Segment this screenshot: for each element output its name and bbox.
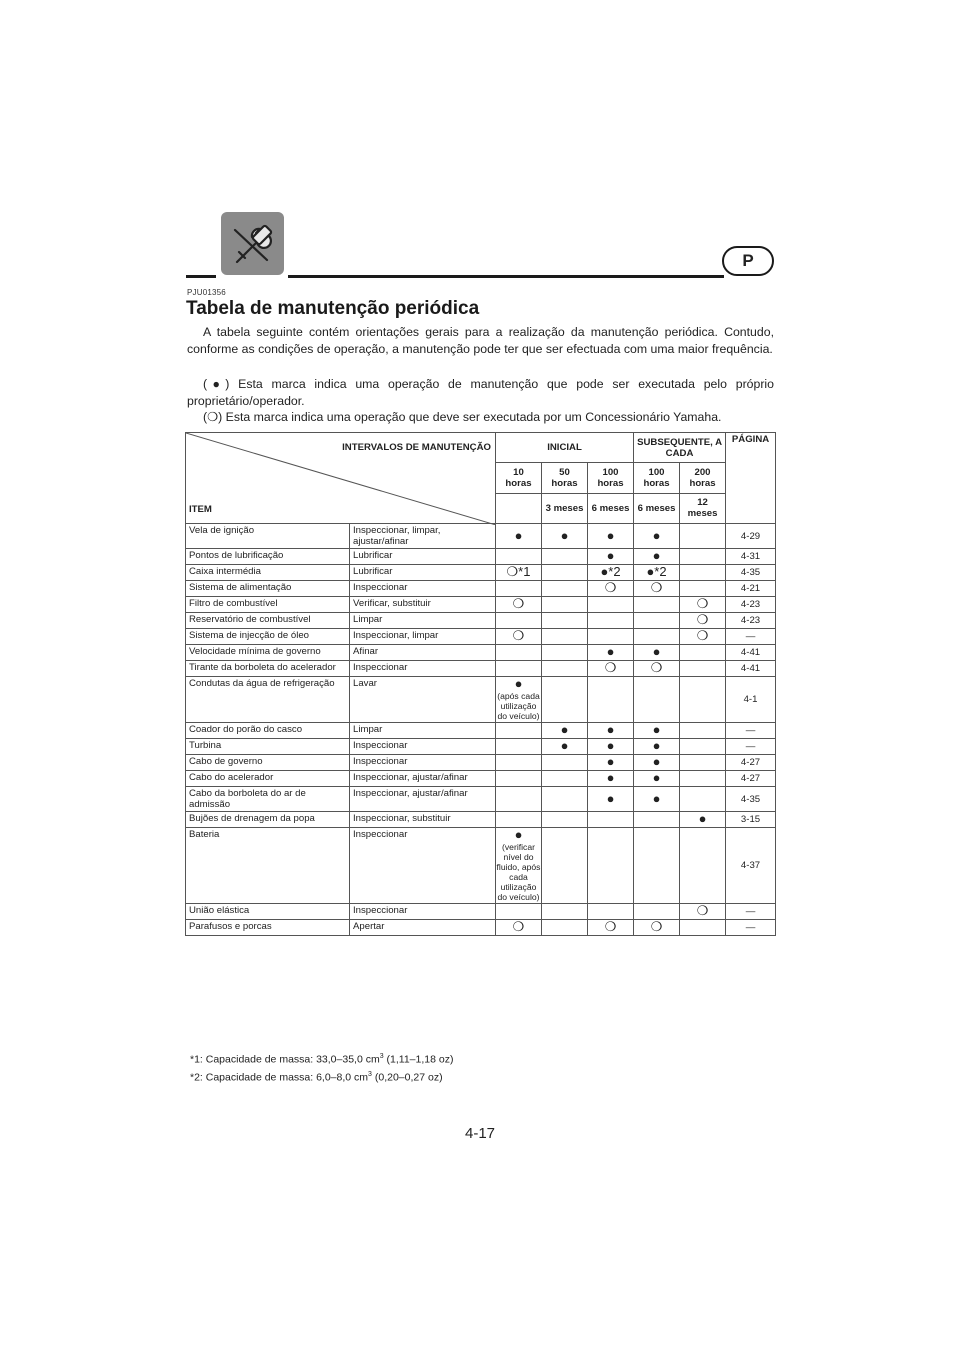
- table-row: [186, 613, 776, 629]
- row-action: Afinar: [350, 645, 496, 661]
- row-interval-mark: [634, 613, 680, 629]
- table-row: [186, 677, 776, 723]
- row-interval-mark: [542, 629, 588, 645]
- row-interval-mark: [588, 755, 634, 771]
- row-action: Inspeccionar, limpar: [350, 629, 496, 645]
- row-item: Caixa intermédia: [186, 565, 350, 581]
- row-interval-mark: [588, 629, 634, 645]
- filled-dot-icon: ●: [606, 722, 615, 737]
- row-item: Bujões de drenagem da popa: [186, 812, 350, 828]
- language-tab: P: [722, 246, 774, 276]
- header-page: PÁGINA: [726, 433, 776, 524]
- filled-dot-icon: ●: [560, 738, 569, 753]
- row-page: 4-41: [726, 661, 776, 677]
- header-months: 6 meses: [588, 493, 634, 523]
- row-page: 4-1: [726, 677, 776, 723]
- open-circle-icon: ❍: [696, 628, 709, 643]
- row-mark-note: (verificar nível do fluido, após cada utilização do veículo): [496, 842, 541, 902]
- table-row: [186, 828, 776, 904]
- row-interval-mark: [496, 524, 542, 549]
- filled-dot-icon: ●: [606, 548, 615, 563]
- row-page: —: [726, 629, 776, 645]
- row-interval-mark: [588, 661, 634, 677]
- row-interval-mark: [496, 629, 542, 645]
- row-action: Apertar: [350, 920, 496, 936]
- row-interval-mark: [496, 677, 542, 723]
- row-interval-mark: [542, 581, 588, 597]
- table-row: [186, 739, 776, 755]
- row-interval-mark: [634, 904, 680, 920]
- row-interval-mark: [496, 920, 542, 936]
- filled-dot-icon: ●: [652, 644, 661, 659]
- header-months: [496, 493, 542, 523]
- row-interval-mark: [634, 828, 680, 904]
- table-row: [186, 629, 776, 645]
- row-action: Inspeccionar: [350, 581, 496, 597]
- row-item: Sistema de injecção de óleo: [186, 629, 350, 645]
- row-interval-mark: [542, 613, 588, 629]
- row-page: 4-23: [726, 597, 776, 613]
- row-item: Pontos de lubrificação: [186, 549, 350, 565]
- filled-dot-icon: ●: [514, 676, 523, 691]
- row-page: 4-27: [726, 771, 776, 787]
- row-interval-mark: [496, 581, 542, 597]
- open-circle-icon: ❍: [696, 612, 709, 627]
- row-interval-mark: [542, 787, 588, 812]
- row-interval-mark: [634, 565, 680, 581]
- row-interval-mark: [680, 828, 726, 904]
- filled-dot-icon: ●: [606, 770, 615, 785]
- header-rule-left: [186, 275, 216, 278]
- page-number: 4-17: [464, 1125, 496, 1142]
- row-interval-mark: [588, 524, 634, 549]
- filled-dot-icon: ●: [560, 722, 569, 737]
- footnote-2: *2: Capacidade de massa: 6,0–8,0 $cm^3$ (0,20–0,27 oz): [190, 1071, 443, 1084]
- row-page: 4-35: [726, 565, 776, 581]
- header-hours: 100 horas: [588, 463, 634, 493]
- row-interval-mark: [542, 661, 588, 677]
- open-circle-icon: ❍: [696, 903, 709, 918]
- row-interval-mark: [680, 771, 726, 787]
- row-interval-mark: [588, 812, 634, 828]
- table-row: [186, 771, 776, 787]
- open-circle-icon: ❍: [604, 580, 617, 595]
- row-interval-mark: [588, 904, 634, 920]
- row-interval-mark: [496, 565, 542, 581]
- row-item: União elástica: [186, 904, 350, 920]
- row-interval-mark: [588, 828, 634, 904]
- table-row: [186, 812, 776, 828]
- row-interval-mark: [680, 920, 726, 936]
- row-interval-mark: [542, 739, 588, 755]
- filled-dot-icon: ●: [606, 754, 615, 769]
- row-action: Verificar, substituir: [350, 597, 496, 613]
- row-interval-mark: [496, 904, 542, 920]
- row-interval-mark: [680, 581, 726, 597]
- row-interval-mark: [496, 771, 542, 787]
- row-page: 4-27: [726, 755, 776, 771]
- row-interval-mark: [588, 645, 634, 661]
- row-item: Filtro de combustível: [186, 597, 350, 613]
- open-circle-icon: ❍*1: [506, 564, 531, 579]
- row-interval-mark: [588, 581, 634, 597]
- row-action: Lubrificar: [350, 565, 496, 581]
- filled-dot-icon: ●: [652, 738, 661, 753]
- filled-dot-icon: ●: [606, 738, 615, 753]
- row-action: Inspeccionar: [350, 828, 496, 904]
- legend-open-mark: (❍) Esta marca indica uma operação que deve ser executada por um Concessionário Yamaha.: [203, 410, 722, 424]
- row-interval-mark: [634, 812, 680, 828]
- row-action: Inspeccionar: [350, 739, 496, 755]
- footnote-1: *1: Capacidade de massa: 33,0–35,0 $cm^3$ (1,11–1,18 oz): [190, 1053, 454, 1066]
- row-interval-mark: [588, 549, 634, 565]
- row-item: Tirante da borboleta do acelerador: [186, 661, 350, 677]
- row-interval-mark: [496, 597, 542, 613]
- open-circle-icon: ❍: [604, 919, 617, 934]
- header-hours: 100 horas: [634, 463, 680, 493]
- filled-dot-icon: ●: [652, 548, 661, 563]
- header-hours: 200 horas: [680, 463, 726, 493]
- open-circle-icon: ❍: [512, 596, 525, 611]
- open-circle-icon: ❍: [512, 628, 525, 643]
- section-code: PJU01356: [187, 288, 226, 297]
- row-interval-mark: [634, 677, 680, 723]
- row-interval-mark: [634, 755, 680, 771]
- row-interval-mark: [634, 771, 680, 787]
- table-row: [186, 920, 776, 936]
- row-action: Inspeccionar, limpar, ajustar/afinar: [350, 524, 496, 549]
- row-interval-mark: [496, 755, 542, 771]
- row-page: —: [726, 739, 776, 755]
- row-interval-mark: [680, 524, 726, 549]
- row-interval-mark: [496, 739, 542, 755]
- row-interval-mark: [542, 755, 588, 771]
- row-interval-mark: [542, 565, 588, 581]
- row-page: 4-41: [726, 645, 776, 661]
- row-interval-mark: [680, 677, 726, 723]
- legend-filled-mark: (●) Esta marca indica uma operação de manutenção que pode ser executada pelo próprio proprietário/operador.: [187, 377, 775, 408]
- filled-dot-icon: ●: [606, 644, 615, 659]
- filled-dot-icon: ●*2: [646, 564, 667, 579]
- header-intervals-label: INTERVALOS DE MANUTENÇÃO: [342, 442, 491, 453]
- filled-dot-icon: ●: [652, 770, 661, 785]
- row-interval-mark: [634, 629, 680, 645]
- row-action: Lubrificar: [350, 549, 496, 565]
- row-interval-mark: [496, 787, 542, 812]
- header-months: 12 meses: [680, 493, 726, 523]
- row-interval-mark: [634, 524, 680, 549]
- row-interval-mark: [588, 597, 634, 613]
- table-row: [186, 787, 776, 812]
- row-interval-mark: [588, 565, 634, 581]
- row-action: Lavar: [350, 677, 496, 723]
- table-row: [186, 723, 776, 739]
- row-action: Limpar: [350, 613, 496, 629]
- row-interval-mark: [634, 645, 680, 661]
- row-interval-mark: [542, 771, 588, 787]
- open-circle-icon: ❍: [650, 919, 663, 934]
- row-interval-mark: [542, 828, 588, 904]
- row-interval-mark: [634, 920, 680, 936]
- row-interval-mark: [496, 723, 542, 739]
- row-interval-mark: [680, 565, 726, 581]
- row-interval-mark: [680, 787, 726, 812]
- row-page: 4-31: [726, 549, 776, 565]
- row-item: Coador do porão do casco: [186, 723, 350, 739]
- open-circle-icon: ❍: [207, 410, 219, 424]
- row-action: Limpar: [350, 723, 496, 739]
- tools-icon: [221, 212, 284, 275]
- table-row: [186, 565, 776, 581]
- row-item: Reservatório de combustível: [186, 613, 350, 629]
- row-interval-mark: [496, 549, 542, 565]
- table-row: [186, 755, 776, 771]
- row-page: 4-37: [726, 828, 776, 904]
- row-interval-mark: [680, 755, 726, 771]
- page-title: Tabela de manutenção periódica: [186, 298, 480, 319]
- table-row: [186, 904, 776, 920]
- row-item: Cabo da borboleta do ar de admissão: [186, 787, 350, 812]
- row-action: Inspeccionar, substituir: [350, 812, 496, 828]
- table-row: [186, 661, 776, 677]
- header-hours: 10 horas: [496, 463, 542, 493]
- row-interval-mark: [680, 629, 726, 645]
- row-item: Bateria: [186, 828, 350, 904]
- row-interval-mark: [542, 597, 588, 613]
- row-interval-mark: [588, 787, 634, 812]
- row-interval-mark: [588, 613, 634, 629]
- row-item: Condutas da água de refrigeração: [186, 677, 350, 723]
- row-interval-mark: [634, 597, 680, 613]
- row-item: Parafusos e porcas: [186, 920, 350, 936]
- filled-dot-icon: ●*2: [600, 564, 621, 579]
- row-interval-mark: [496, 645, 542, 661]
- row-page: 4-35: [726, 787, 776, 812]
- row-interval-mark: [542, 677, 588, 723]
- table-row: [186, 597, 776, 613]
- filled-dot-icon: ●: [606, 527, 615, 543]
- row-page: 4-29: [726, 524, 776, 549]
- row-interval-mark: [496, 613, 542, 629]
- row-item: Velocidade mínima de governo: [186, 645, 350, 661]
- table-row: [186, 645, 776, 661]
- header-subsequent: SUBSEQUENTE, A CADA: [634, 433, 726, 463]
- row-page: 3-15: [726, 812, 776, 828]
- row-interval-mark: [588, 771, 634, 787]
- row-action: Inspeccionar: [350, 904, 496, 920]
- open-circle-icon: ❍: [696, 596, 709, 611]
- row-interval-mark: [634, 723, 680, 739]
- maintenance-table: [185, 432, 776, 936]
- row-interval-mark: [680, 597, 726, 613]
- row-page: —: [726, 920, 776, 936]
- row-interval-mark: [588, 739, 634, 755]
- row-interval-mark: [680, 645, 726, 661]
- filled-dot-icon: ●: [514, 527, 523, 543]
- table-row: [186, 549, 776, 565]
- row-interval-mark: [680, 549, 726, 565]
- row-item: Vela de ignição: [186, 524, 350, 549]
- row-interval-mark: [680, 812, 726, 828]
- row-action: Inspeccionar, ajustar/afinar: [350, 771, 496, 787]
- row-interval-mark: [542, 723, 588, 739]
- row-action: Inspeccionar, ajustar/afinar: [350, 787, 496, 812]
- row-interval-mark: [680, 661, 726, 677]
- row-mark-note: (após cada utilização do veículo): [497, 691, 540, 721]
- row-interval-mark: [496, 812, 542, 828]
- row-interval-mark: [496, 828, 542, 904]
- row-interval-mark: [634, 581, 680, 597]
- row-interval-mark: [680, 904, 726, 920]
- row-interval-mark: [680, 739, 726, 755]
- filled-dot-icon: ●: [560, 527, 569, 543]
- filled-dot-icon: ●: [606, 790, 615, 806]
- row-interval-mark: [588, 723, 634, 739]
- row-interval-mark: [634, 739, 680, 755]
- row-interval-mark: [680, 613, 726, 629]
- row-page: 4-23: [726, 613, 776, 629]
- filled-dot-icon: ●: [652, 754, 661, 769]
- row-item: Turbina: [186, 739, 350, 755]
- filled-dot-icon: ●: [652, 527, 661, 543]
- header-months: 6 meses: [634, 493, 680, 523]
- row-interval-mark: [542, 904, 588, 920]
- header-hours: 50 horas: [542, 463, 588, 493]
- row-interval-mark: [542, 812, 588, 828]
- filled-dot-icon: ●: [514, 827, 523, 842]
- header-months: 3 meses: [542, 493, 588, 523]
- row-interval-mark: [542, 549, 588, 565]
- row-interval-mark: [542, 920, 588, 936]
- row-page: —: [726, 723, 776, 739]
- row-interval-mark: [496, 661, 542, 677]
- open-circle-icon: ❍: [512, 919, 525, 934]
- row-item: Sistema de alimentação: [186, 581, 350, 597]
- row-page: —: [726, 904, 776, 920]
- row-interval-mark: [588, 920, 634, 936]
- row-interval-mark: [634, 549, 680, 565]
- table-row: [186, 581, 776, 597]
- row-action: Inspeccionar: [350, 755, 496, 771]
- row-interval-mark: [588, 677, 634, 723]
- row-interval-mark: [542, 524, 588, 549]
- row-interval-mark: [680, 723, 726, 739]
- open-circle-icon: ❍: [650, 660, 663, 675]
- filled-dot-icon: ●: [652, 722, 661, 737]
- header-rule-right: [288, 275, 724, 278]
- header-initial: INICIAL: [496, 433, 634, 463]
- filled-dot-icon: ●: [698, 811, 707, 826]
- row-interval-mark: [634, 661, 680, 677]
- row-action: Inspeccionar: [350, 661, 496, 677]
- row-item: Cabo do acelerador: [186, 771, 350, 787]
- row-page: 4-21: [726, 581, 776, 597]
- header-item-label: ITEM: [189, 504, 212, 515]
- row-interval-mark: [542, 645, 588, 661]
- header-corner-cell: [186, 433, 496, 524]
- row-interval-mark: [634, 787, 680, 812]
- intro-paragraph: A tabela seguinte contém orientações gerais para a realização da manutenção periódica. Contudo, conforme as condições de operação, a manutenção pode ter que ser efectuada com uma maior frequência.: [187, 325, 774, 356]
- table-row: [186, 524, 776, 549]
- row-item: Cabo de governo: [186, 755, 350, 771]
- table-header-row: [186, 433, 776, 463]
- open-circle-icon: ❍: [650, 580, 663, 595]
- filled-dot-icon: ●: [652, 790, 661, 806]
- filled-dot-icon: ●: [207, 377, 226, 391]
- open-circle-icon: ❍: [604, 660, 617, 675]
